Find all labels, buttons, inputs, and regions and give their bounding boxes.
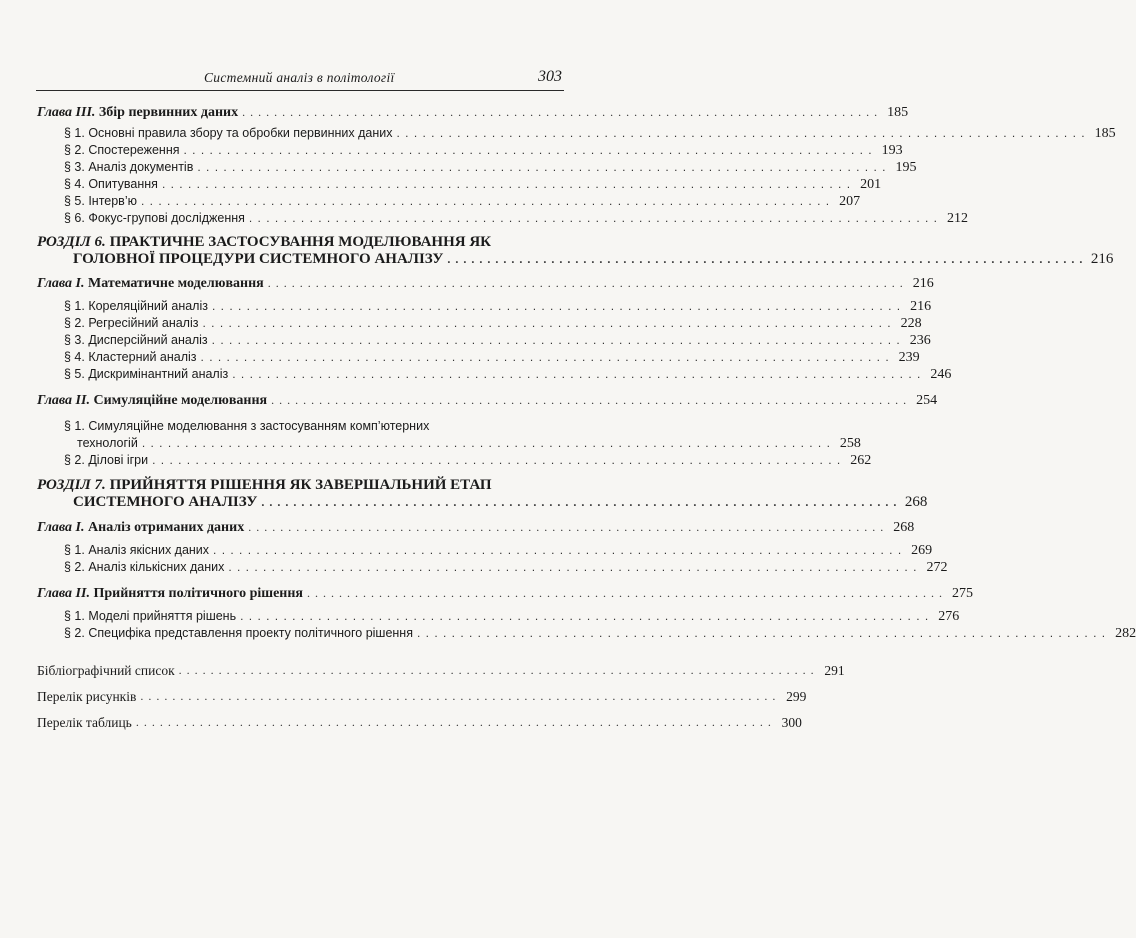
toc-paragraph-entry: § 4. Опитування . . . . . . . . . . . . . . . . . . . . . . . . . . . . . . . . . . . . . . . . . . . . . . . . . . . . . . . . . . . . . . . . . . . . . . . . . . . . . . . . 201 [64, 177, 882, 192]
toc-paragraph-entry: § 2. Аналіз кількісних даних . . . . . . . . . . . . . . . . . . . . . . . . . . . . . . . . . . . . . . . . . . . . . . . . . . . . . . . . . . . . . . . . . . . . . . . . . . . . . . . . 272 [64, 560, 948, 575]
toc-paragraph-entry: § 1. Моделі прийняття рішень . . . . . . . . . . . . . . . . . . . . . . . . . . . . . . . . . . . . . . . . . . . . . . . . . . . . . . . . . . . . . . . . . . . . . . . . . . . . . . . . 276 [64, 609, 960, 624]
leader-dots: . . . . . . . . . . . . . . . . . . . . . . . . . . . . . . . . . . . . . . . . . . . . . . . . . . . . . . . . . . . . . . . . . . . . . . . . . . . . . . . . [307, 586, 944, 600]
leader-dots: . . . . . . . . . . . . . . . . . . . . . . . . . . . . . . . . . . . . . . . . . . . . . . . . . . . . . . . . . . . . . . . . . . . . . . . . . . . . . . . . [271, 393, 908, 407]
toc-paragraph-entry: § 4. Кластерний аналіз . . . . . . . . . . . . . . . . . . . . . . . . . . . . . . . . . . . . . . . . . . . . . . . . . . . . . . . . . . . . . . . . . . . . . . . . . . . . . . . . 239 [64, 350, 920, 365]
leader-dots: . . . . . . . . . . . . . . . . . . . . . . . . . . . . . . . . . . . . . . . . . . . . . . . . . . . . . . . . . . . . . . . . . . . . . . . . . . . . . . . . [197, 160, 887, 174]
toc-paragraph-entry: § 1. Симуляційне моделювання з застосуванням комп’ютерних технологій . . . . . . . . . . . . . . . . . . . . . . . . . . . . . . . . . . . . . . . . . . . . . . . . . . . . . . . . . . . . . . . . . . . . . . . . . . . . . . . . 258 [64, 419, 861, 451]
leader-dots: . . . . . . . . . . . . . . . . . . . . . . . . . . . . . . . . . . . . . . . . . . . . . . . . . . . . . . . . . . . . . . . . . . . . . . . . . . . . . . . . [140, 194, 831, 208]
leader-dots: . . . . . . . . . . . . . . . . . . . . . . . . . . . . . . . . . . . . . . . . . . . . . . . . . . . . . . . . . . . . . . . . . . . . . . . . . . . . . . . . [213, 543, 903, 557]
toc-paragraph-entry: § 6. Фокус-групові дослідження . . . . . . . . . . . . . . . . . . . . . . . . . . . . . . . . . . . . . . . . . . . . . . . . . . . . . . . . . . . . . . . . . . . . . . . . . . . . . . . . 212 [64, 211, 968, 226]
leader-dots: . . . . . . . . . . . . . . . . . . . . . . . . . . . . . . . . . . . . . . . . . . . . . . . . . . . . . . . . . . . . . . . . . . . . . . . . . . . . . . . . [161, 177, 852, 191]
leader-dots: . . . . . . . . . . . . . . . . . . . . . . . . . . . . . . . . . . . . . . . . . . . . . . . . . . . . . . . . . . . . . . . . . . . . . . . . . . . . . . . . [228, 560, 918, 574]
toc-paragraph-entry: § 1. Аналіз якісних даних . . . . . . . . . . . . . . . . . . . . . . . . . . . . . . . . . . . . . . . . . . . . . . . . . . . . . . . . . . . . . . . . . . . . . . . . . . . . . . . . 269 [64, 543, 933, 558]
leader-dots: . . . . . . . . . . . . . . . . . . . . . . . . . . . . . . . . . . . . . . . . . . . . . . . . . . . . . . . . . . . . . . . . . . . . . . . . . . . . . . . . [141, 436, 831, 450]
leader-dots: . . . . . . . . . . . . . . . . . . . . . . . . . . . . . . . . . . . . . . . . . . . . . . . . . . . . . . . . . . . . . . . . . . . . . . . . . . . . . . . . [240, 609, 930, 623]
leader-dots: . . . . . . . . . . . . . . . . . . . . . . . . . . . . . . . . . . . . . . . . . . . . . . . . . . . . . . . . . . . . . . . . . . . . . . . . . . . . . . . . [248, 520, 885, 534]
toc-chapter-entry: Глава І. Математичне моделювання . . . . . . . . . . . . . . . . . . . . . . . . . . . . . . . . . . . . . . . . . . . . . . . . . . . . . . . . . . . . . . . . . . . . . . . . . . . . . . . . 216 [37, 276, 934, 291]
toc-paragraph-entry: § 1. Кореляційний аналіз . . . . . . . . . . . . . . . . . . . . . . . . . . . . . . . . . . . . . . . . . . . . . . . . . . . . . . . . . . . . . . . . . . . . . . . . . . . . . . . . 216 [64, 299, 932, 314]
leader-dots: . . . . . . . . . . . . . . . . . . . . . . . . . . . . . . . . . . . . . . . . . . . . . . . . . . . . . . . . . . . . . . . . . . . . . . . . . . . . . . . . [152, 453, 842, 467]
toc-chapter-entry: Глава ІІ. Симуляційне моделювання . . . . . . . . . . . . . . . . . . . . . . . . . . . . . . . . . . . . . . . . . . . . . . . . . . . . . . . . . . . . . . . . . . . . . . . . . . . . . . . . 254 [37, 393, 938, 408]
toc-paragraph-entry: § 2. Специфіка представлення проекту політичного рішення . . . . . . . . . . . . . . . . . . . . . . . . . . . . . . . . . . . . . . . . . . . . . . . . . . . . . . . . . . . . . . . . . . . . . . . . . . . . . . . . 282 [64, 626, 1136, 641]
leader-dots: . . . . . . . . . . . . . . . . . . . . . . . . . . . . . . . . . . . . . . . . . . . . . . . . . . . . . . . . . . . . . . . . . . . . . . . . . . . . . . . . [232, 367, 922, 381]
leader-dots: . . . . . . . . . . . . . . . . . . . . . . . . . . . . . . . . . . . . . . . . . . . . . . . . . . . . . . . . . . . . . . . . . . . . . . . . . . . . . . . . [416, 626, 1107, 640]
page-number: 303 [538, 68, 562, 85]
toc-section-entry: РОЗДІЛ 7. ПРИЙНЯТТЯ РІШЕННЯ ЯК ЗАВЕРШАЛЬНИЙ ЕТАП СИСТЕМНОГО АНАЛІЗУ . . . . . . . . . . . . . . . . . . . . . . . . . . . . . . . . . . . . . . . . . . . . . . . . . . . . . . . . . . . . . . . . . . . . . . . . . . . . . . . . 268 [37, 477, 928, 510]
toc-paragraph-entry: § 2. Спостереження . . . . . . . . . . . . . . . . . . . . . . . . . . . . . . . . . . . . . . . . . . . . . . . . . . . . . . . . . . . . . . . . . . . . . . . . . . . . . . . . 193 [64, 143, 903, 158]
leader-dots: . . . . . . . . . . . . . . . . . . . . . . . . . . . . . . . . . . . . . . . . . . . . . . . . . . . . . . . . . . . . . . . . . . . . . . . . . . . . . . . . [183, 143, 873, 157]
leader-dots: . . . . . . . . . . . . . . . . . . . . . . . . . . . . . . . . . . . . . . . . . . . . . . . . . . . . . . . . . . . . . . . . . . . . . . . . . . . . . . . . [211, 299, 902, 313]
toc-paragraph-entry: § 3. Дисперсійний аналіз . . . . . . . . . . . . . . . . . . . . . . . . . . . . . . . . . . . . . . . . . . . . . . . . . . . . . . . . . . . . . . . . . . . . . . . . . . . . . . . . 236 [64, 333, 931, 348]
toc-backmatter-entry: Бібліографічний список . . . . . . . . . . . . . . . . . . . . . . . . . . . . . . . . . . . . . . . . . . . . . . . . . . . . . . . . . . . . . . . . . . . . . . . . . . . . . . . . 291 [37, 663, 845, 678]
leader-dots: . . . . . . . . . . . . . . . . . . . . . . . . . . . . . . . . . . . . . . . . . . . . . . . . . . . . . . . . . . . . . . . . . . . . . . . . . . . . . . . . [396, 126, 1086, 140]
toc-backmatter-entry: Перелік таблиць . . . . . . . . . . . . . . . . . . . . . . . . . . . . . . . . . . . . . . . . . . . . . . . . . . . . . . . . . . . . . . . . . . . . . . . . . . . . . . . . 300 [37, 715, 802, 730]
leader-dots: . . . . . . . . . . . . . . . . . . . . . . . . . . . . . . . . . . . . . . . . . . . . . . . . . . . . . . . . . . . . . . . . . . . . . . . . . . . . . . . . [447, 252, 1084, 266]
table-of-contents [37, 100, 1136, 731]
toc-paragraph-entry: § 3. Аналіз документів . . . . . . . . . . . . . . . . . . . . . . . . . . . . . . . . . . . . . . . . . . . . . . . . . . . . . . . . . . . . . . . . . . . . . . . . . . . . . . . . 195 [64, 160, 917, 175]
leader-dots: . . . . . . . . . . . . . . . . . . . . . . . . . . . . . . . . . . . . . . . . . . . . . . . . . . . . . . . . . . . . . . . . . . . . . . . . . . . . . . . . [135, 715, 772, 729]
running-title: Системний аналіз в політології [204, 70, 395, 85]
leader-dots: . . . . . . . . . . . . . . . . . . . . . . . . . . . . . . . . . . . . . . . . . . . . . . . . . . . . . . . . . . . . . . . . . . . . . . . . . . . . . . . . [211, 333, 901, 347]
toc-chapter-entry: Глава ІІІ. Збір первинних даних . . . . . . . . . . . . . . . . . . . . . . . . . . . . . . . . . . . . . . . . . . . . . . . . . . . . . . . . . . . . . . . . . . . . . . . . . . . . . . . . 185 [37, 105, 909, 120]
leader-dots: . . . . . . . . . . . . . . . . . . . . . . . . . . . . . . . . . . . . . . . . . . . . . . . . . . . . . . . . . . . . . . . . . . . . . . . . . . . . . . . . [261, 495, 898, 509]
toc-paragraph-entry: § 2. Ділові ігри . . . . . . . . . . . . . . . . . . . . . . . . . . . . . . . . . . . . . . . . . . . . . . . . . . . . . . . . . . . . . . . . . . . . . . . . . . . . . . . . 262 [64, 453, 872, 468]
running-header [36, 70, 564, 91]
leader-dots: . . . . . . . . . . . . . . . . . . . . . . . . . . . . . . . . . . . . . . . . . . . . . . . . . . . . . . . . . . . . . . . . . . . . . . . . . . . . . . . . [200, 350, 890, 364]
toc-paragraph-entry: § 2. Регресійний аналіз . . . . . . . . . . . . . . . . . . . . . . . . . . . . . . . . . . . . . . . . . . . . . . . . . . . . . . . . . . . . . . . . . . . . . . . . . . . . . . . . 228 [64, 316, 922, 331]
leader-dots: . . . . . . . . . . . . . . . . . . . . . . . . . . . . . . . . . . . . . . . . . . . . . . . . . . . . . . . . . . . . . . . . . . . . . . . . . . . . . . . . [242, 105, 879, 119]
toc-chapter-entry: Глава І. Аналіз отриманих даних . . . . . . . . . . . . . . . . . . . . . . . . . . . . . . . . . . . . . . . . . . . . . . . . . . . . . . . . . . . . . . . . . . . . . . . . . . . . . . . . 268 [37, 520, 915, 535]
toc-backmatter-entry: Перелік рисунків . . . . . . . . . . . . . . . . . . . . . . . . . . . . . . . . . . . . . . . . . . . . . . . . . . . . . . . . . . . . . . . . . . . . . . . . . . . . . . . . 299 [37, 689, 807, 704]
leader-dots: . . . . . . . . . . . . . . . . . . . . . . . . . . . . . . . . . . . . . . . . . . . . . . . . . . . . . . . . . . . . . . . . . . . . . . . . . . . . . . . . [202, 316, 892, 330]
toc-paragraph-entry: § 5. Дискримінантний аналіз . . . . . . . . . . . . . . . . . . . . . . . . . . . . . . . . . . . . . . . . . . . . . . . . . . . . . . . . . . . . . . . . . . . . . . . . . . . . . . . . 246 [64, 367, 952, 382]
leader-dots: . . . . . . . . . . . . . . . . . . . . . . . . . . . . . . . . . . . . . . . . . . . . . . . . . . . . . . . . . . . . . . . . . . . . . . . . . . . . . . . . [140, 689, 777, 703]
leader-dots: . . . . . . . . . . . . . . . . . . . . . . . . . . . . . . . . . . . . . . . . . . . . . . . . . . . . . . . . . . . . . . . . . . . . . . . . . . . . . . . . [178, 663, 815, 677]
leader-dots: . . . . . . . . . . . . . . . . . . . . . . . . . . . . . . . . . . . . . . . . . . . . . . . . . . . . . . . . . . . . . . . . . . . . . . . . . . . . . . . . [267, 276, 904, 290]
toc-chapter-entry: Глава ІІ. Прийняття політичного рішення . . . . . . . . . . . . . . . . . . . . . . . . . . . . . . . . . . . . . . . . . . . . . . . . . . . . . . . . . . . . . . . . . . . . . . . . . . . . . . . . 275 [37, 586, 974, 601]
toc-section-entry: РОЗДІЛ 6. ПРАКТИЧНЕ ЗАСТОСУВАННЯ МОДЕЛЮВАННЯ ЯК ГОЛОВНОЇ ПРОЦЕДУРИ СИСТЕМНОГО АНАЛІЗУ . . . . . . . . . . . . . . . . . . . . . . . . . . . . . . . . . . . . . . . . . . . . . . . . . . . . . . . . . . . . . . . . . . . . . . . . . . . . . . . . 216 [37, 234, 1114, 267]
leader-dots: . . . . . . . . . . . . . . . . . . . . . . . . . . . . . . . . . . . . . . . . . . . . . . . . . . . . . . . . . . . . . . . . . . . . . . . . . . . . . . . . [248, 211, 938, 225]
toc-paragraph-entry: § 1. Основні правила збору та обробки первинних даних . . . . . . . . . . . . . . . . . . . . . . . . . . . . . . . . . . . . . . . . . . . . . . . . . . . . . . . . . . . . . . . . . . . . . . . . . . . . . . . . 185 [64, 126, 1116, 141]
toc-paragraph-entry: § 5. Інтерв’ю . . . . . . . . . . . . . . . . . . . . . . . . . . . . . . . . . . . . . . . . . . . . . . . . . . . . . . . . . . . . . . . . . . . . . . . . . . . . . . . . 207 [64, 194, 861, 209]
